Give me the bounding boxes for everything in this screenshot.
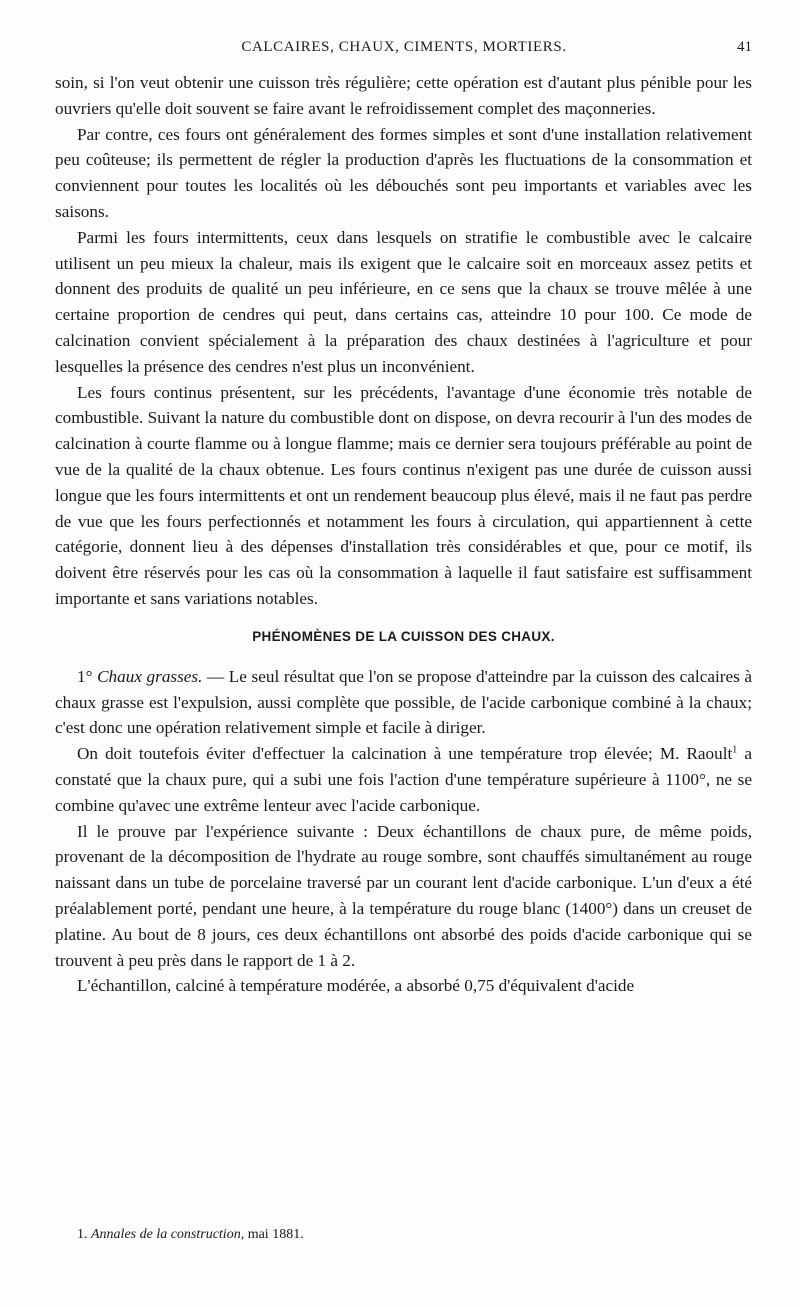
- running-title: CALCAIRES, CHAUX, CIMENTS, MORTIERS.: [241, 39, 567, 55]
- raoult-text-before: On doit toutefois éviter d'effectuer la calcination à une température trop élevée; M. Raoult: [77, 744, 733, 764]
- paragraph-raoult: [55, 741, 752, 818]
- footnote-date: mai 1881.: [244, 1227, 304, 1242]
- paragraph-continuation: soin, si l'on veut obtenir une cuisson très régulière; cette opération est d'autant plus pénible pour les ouvriers qu'elle doit souvent se faire avant le refroidissement complet des maçonneries.: [55, 73, 752, 118]
- paragraph-stratification: Parmi les fours intermittents, ceux dans lesquels on stratifie le combustible avec le calcaire utilisent un peu mieux la chaleur, mais ils exigent que le calcaire soit en morceaux assez petits et donnent des produits de qualité un peu inférieure, en ce sens que la chaux se trouve mêlée à une certaine proportion de cendres qui peut, dans certains cas, atteindre 10 pour 100. Ce mode de calcination convient spécialement à la préparation des chaux destinées à l'agriculture et pour lesquelles la présence des cendres n'est plus un inconvénient.: [55, 227, 752, 376]
- footnote-reference: 1: [732, 744, 738, 756]
- item-text: — Le seul résultat que l'on se propose d'atteindre par la cuisson des calcaires à chaux grasse est l'expulsion, aussi complète que possible, de l'acide carbonique combiné à la chaux; c'est donc une opération relativement simple et facile à diriger.: [55, 666, 752, 738]
- page-number: 41: [737, 39, 752, 55]
- section-heading: PHÉNOMÈNES DE LA CUISSON DES CHAUX.: [252, 628, 555, 644]
- body-text: [55, 70, 752, 999]
- footnote-number: 1.: [77, 1227, 88, 1242]
- footnote: [77, 1226, 304, 1244]
- footnote-title: Annales de la construction,: [91, 1227, 245, 1242]
- paragraph-experiment: Il le prouve par l'expérience suivante : Deux échantillons de chaux pure, de même poids, provenant de la décomposition de l'hydrate au rouge sombre, sont chauffés simultanément au rouge naissant dans un tube de porcelaine traversé par un courant lent d'acide carbonique. L'un d'eux a été préalablement porté, pendant une heure, à la température du rouge blanc (1400°) dans un creuset de platine. Au bout de 8 jours, ces deux échantillons ont absorbé des poids d'acide carbonique qui se trouvent à peu près dans le rapport de 1 à 2.: [55, 821, 752, 970]
- running-head: [56, 36, 752, 58]
- item-number: 1°: [77, 666, 93, 686]
- raoult-text-after: a constaté que la chaux pure, qui a subi une fois l'action d'une température supérieure à 1100°, ne se combine qu'avec une extrême lenteur avec l'acide carbonique.: [55, 744, 752, 815]
- paragraph-echantillon: L'échantillon, calciné à température modérée, a absorbé 0,75 d'équivalent d'acide: [77, 976, 635, 996]
- paragraph-fours-continus: Les fours continus présentent, sur les précédents, l'avantage d'une économie très notable de combustible. Suivant la nature du combustible dont on dispose, on devra recourir à l'un des modes de calcination à courte flamme ou à longue flamme; mais ce dernier sera toujours préférable au point de vue de la qualité de la chaux obtenue. Les fours continus n'exigent pas une durée de cuisson aussi longue que les fours intermittents et ont un rendement beaucoup plus élevé, mais il ne faut pas perdre de vue que les fours perfectionnés et notamment les fours à circulation, qui appartiennent à cette catégorie, donnent lieu à des dépenses d'installation très considérables et que, pour ce motif, ils doivent être réservés pour les cas où la consommation à laquelle il faut satisfaire est suffisamment importante et sans variations notables.: [55, 382, 752, 608]
- paragraph-chaux-grasses: [55, 664, 752, 741]
- item-title: Chaux grasses.: [97, 666, 203, 686]
- paragraph-fours-intermittents: Par contre, ces fours ont généralement des formes simples et sont d'une installation relativement peu coûteuse; ils permettent de régler la production d'après les fluctuations de la consommation et conviennent pour toutes les localités où les débouchés sont peu importants et variables avec les saisons.: [55, 124, 752, 221]
